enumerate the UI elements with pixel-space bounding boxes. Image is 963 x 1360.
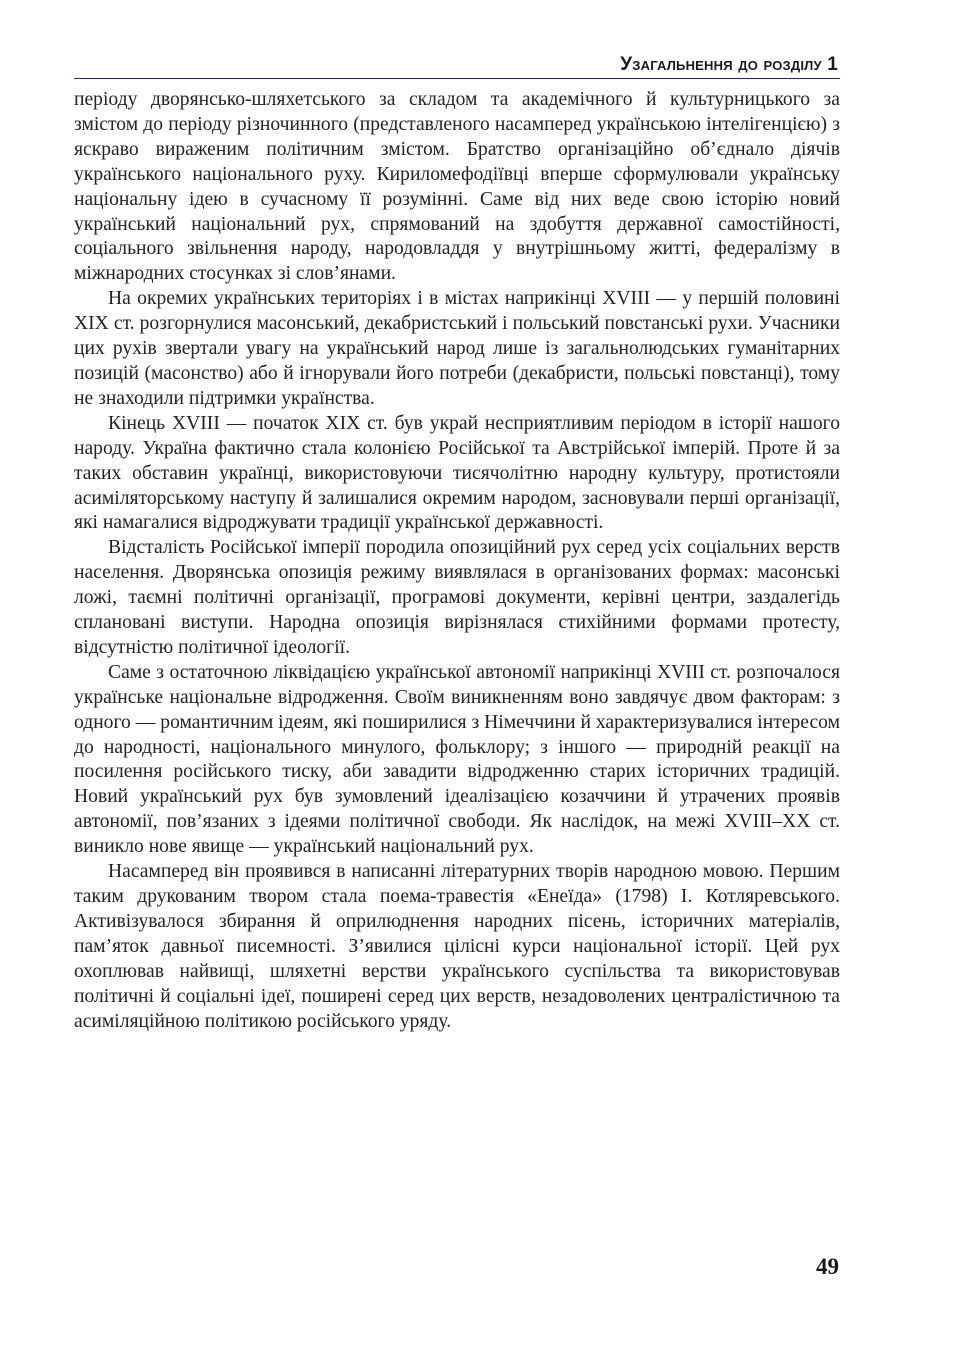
page-number: 49 (816, 1254, 839, 1279)
body-text (74, 88, 840, 1034)
paragraph: Насамперед він проявився в написанні літературних творів народною мовою. Першим таким друкованим твором стала поема-травестія «Енеїда» (1798) І. Котляревського. Активізувалося збирання й оприлюднення народних пісень, історичних матеріалів, пам’яток давньої писемності. З’явилися цілісні курси національної історії. Цей рух охоплював найвищі, шляхетні верстви українського суспільства та використовував політичні й соціальні ідеї, поширені серед цих верств, незадоволених централістичною та асиміляційною політикою російського уряду. (74, 861, 840, 1032)
section-title: Узагальнення до розділу 1 (620, 54, 838, 75)
running-header (74, 52, 840, 79)
paragraph: Саме з остаточною ліквідацією української автономії наприкінці XVIII ст. розпочалося українське національне відродження. Своїм виникненням воно завдячує двом факторам: з одного — романтичним ідеям, які поширилися з Німеччини й характеризувалися інтересом до народності, національного минулого, фольклору; з іншого — природній реакції на посилення російського тиску, аби завадити відродженню старих історичних традицій. Новий український рух був зумовлений ідеалізацією козаччини й утрачених проявів автономії, пов’язаних з ідеями політичної свободи. Як наслідок, на межі XVIII–XX ст. виникло нове явище — український національний рух. (74, 661, 840, 858)
paragraph: На окремих українських територіях і в містах наприкінці XVIII — у першій половині XIX ст. розгорнулися масонський, декабристський і польський повстанські рухи. Учасники цих рухів звертали увагу на український народ лише із загальнолюдських гуманітарних позицій (масонство) або й ігнорували його потреби (декабристи, польські повстанці), тому не знаходили підтримки українства. (74, 288, 840, 409)
paragraph: Відсталість Російської імперії породила опозиційний рух серед усіх соціальних верств населення. Дворянська опозиція режиму виявлялася в організованих формах: масонські ложі, таємні політичні організації, програмові документи, керівні центри, заздалегідь сплановані виступи. Народна опозиція вирізнялася стихійними формами протесту, відсутністю політичної ідеології. (74, 537, 840, 658)
paragraph: періоду дворянсько-шляхетського за складом та академічного й культурницького за змістом до періоду різночинного (представленого насамперед українською інтелігенцією) з яскраво вираженим політичним змістом. Братство організаційно об’єднало діячів українського національного руху. Кириломефодіївці вперше сформулювали українську національну ідею в сучасному її розумінні. Саме від них веде свою історію новий український національний рух, спрямований на здобуття державної самостійності, соціального звільнення народу, народовладдя у внутрішньому житті, федералізму в міжнародних стосунках зі слов’янами. (74, 89, 840, 285)
paragraph: Кінець XVIII — початок XIX ст. був украй несприятливим періодом в історії нашого народу. Україна фактично стала колонією Російської та Австрійської імперій. Проте й за таких обставин українці, використовуючи тисячолітню народну культуру, протистояли асиміляторському наступу й залишалися окремим народом, засновували перші організації, які намагалися відроджувати традиції української державності. (74, 412, 840, 534)
